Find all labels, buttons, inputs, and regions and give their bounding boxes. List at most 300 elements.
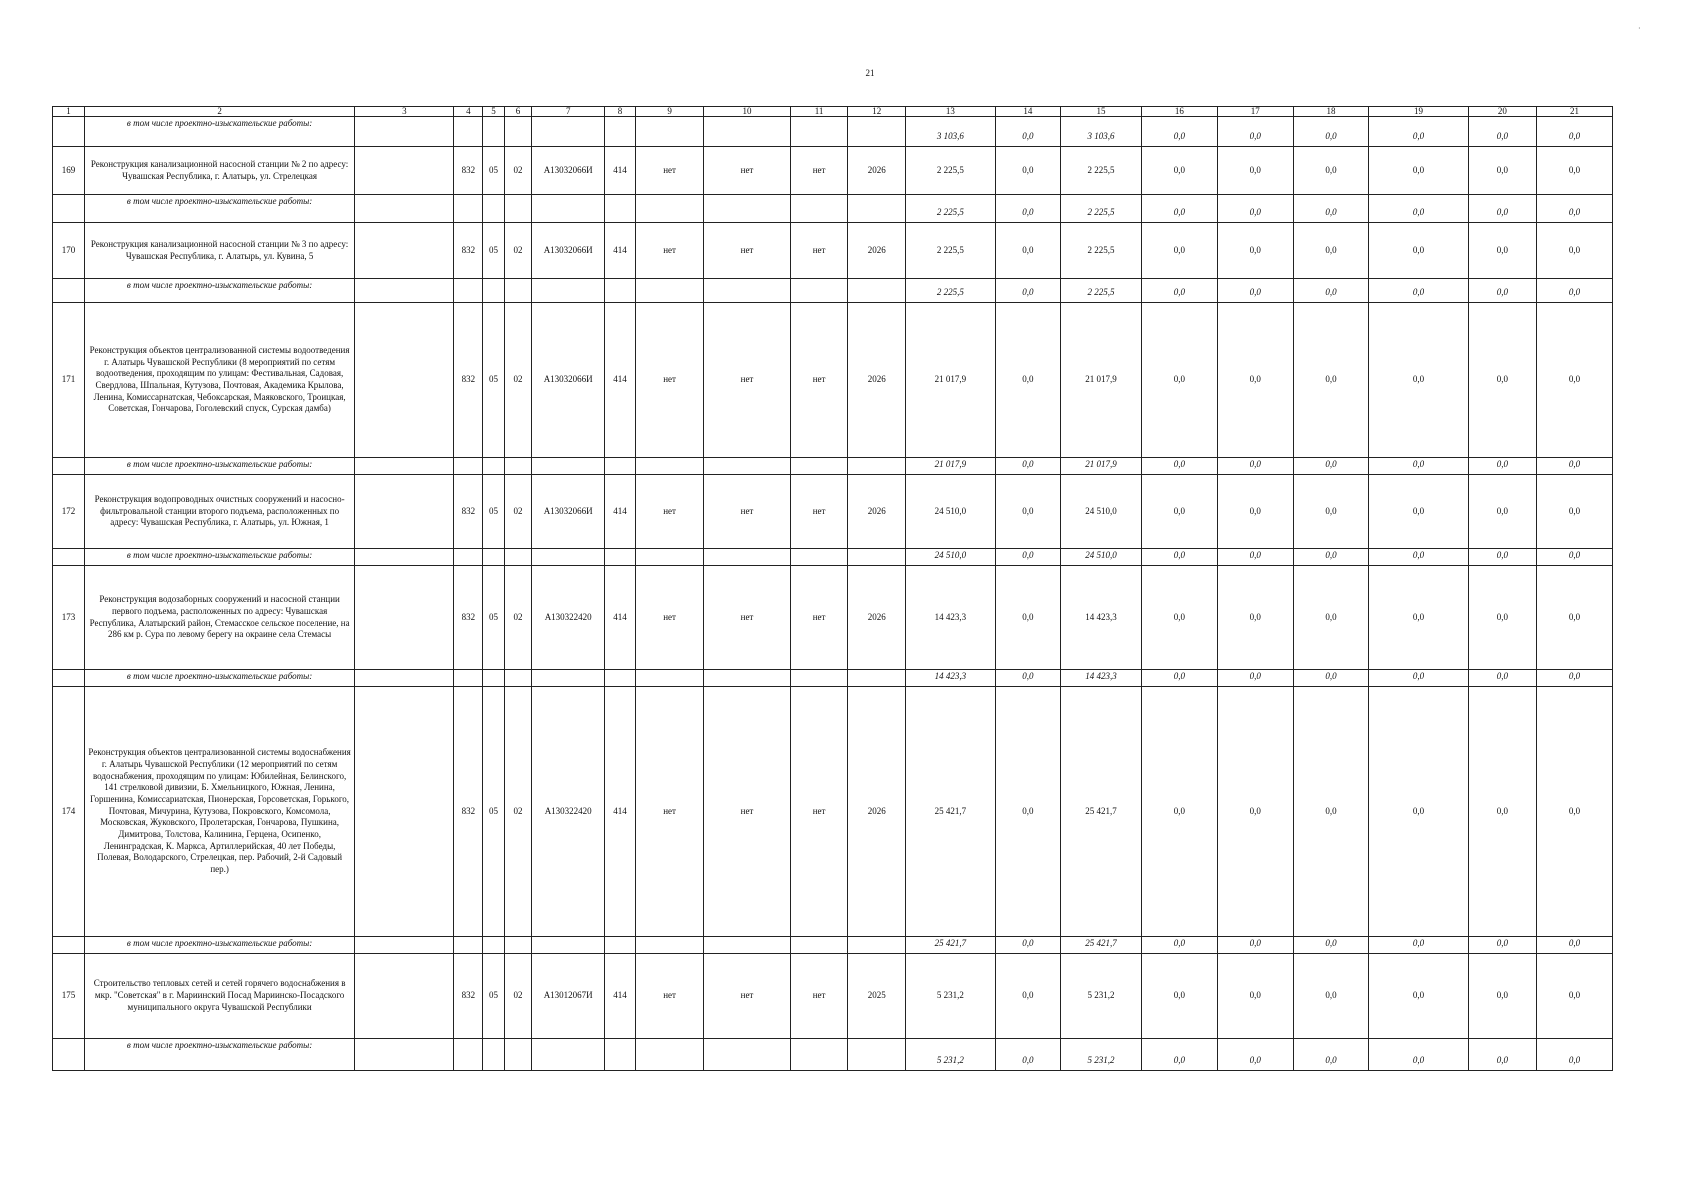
amount-cell: 0,0	[1293, 687, 1369, 937]
cell-c5: 05	[483, 687, 504, 937]
amount-cell: 0,0	[1293, 195, 1369, 223]
row-number	[53, 458, 85, 475]
object-description: Реконструкция канализационной насосной станции № 3 по адресу: Чувашская Республика, г. Алатырь, ул. Кувина, 5	[85, 223, 355, 279]
cell-c12: 2026	[848, 566, 906, 670]
object-description: Реконструкция водопроводных очистных сооружений и насосно-фильтровальной станции второго подъема, расположенных по адресу: Чувашская Республика, г. Алатырь, ул. Южная, 1	[85, 475, 355, 549]
amount-cell: 2 225,5	[906, 147, 996, 195]
amount-cell: 21 017,9	[1060, 458, 1141, 475]
amount-cell: 5 231,2	[906, 954, 996, 1039]
empty-cell	[532, 670, 605, 687]
cell-c9: нет	[635, 303, 703, 458]
amount-cell: 2 225,5	[906, 223, 996, 279]
cell-c4: 832	[454, 687, 483, 937]
cell-c4: 832	[454, 223, 483, 279]
cell-c8: 414	[604, 687, 635, 937]
amount-cell: 0,0	[1369, 303, 1468, 458]
empty-cell	[532, 195, 605, 223]
empty-cell	[355, 670, 454, 687]
empty-cell	[454, 195, 483, 223]
row-number	[53, 279, 85, 303]
empty-cell	[532, 279, 605, 303]
empty-cell	[704, 670, 790, 687]
empty-cell	[483, 937, 504, 954]
amount-cell: 0,0	[1293, 147, 1369, 195]
column-header: 2	[85, 107, 355, 117]
cell-c11: нет	[790, 566, 848, 670]
empty-cell	[604, 670, 635, 687]
empty-cell	[790, 670, 848, 687]
subtotal-row	[53, 195, 1613, 223]
empty-cell	[848, 458, 906, 475]
empty-cell	[848, 279, 906, 303]
cell-c10: нет	[704, 566, 790, 670]
amount-cell: 0,0	[1369, 670, 1468, 687]
amount-cell: 0,0	[1142, 195, 1218, 223]
empty-cell	[504, 670, 532, 687]
empty-cell	[635, 1039, 703, 1071]
amount-cell: 0,0	[1468, 223, 1536, 279]
cell-c11: нет	[790, 147, 848, 195]
cell-c8: 414	[604, 303, 635, 458]
subtotal-row	[53, 279, 1613, 303]
empty-cell	[704, 279, 790, 303]
empty-cell	[355, 117, 454, 147]
page-number: 21	[865, 68, 875, 78]
amount-cell: 0,0	[1217, 687, 1293, 937]
amount-cell: 0,0	[1293, 937, 1369, 954]
column-3-cell	[355, 303, 454, 458]
cell-c4: 832	[454, 147, 483, 195]
amount-cell: 25 421,7	[906, 937, 996, 954]
empty-cell	[635, 937, 703, 954]
amount-cell: 0,0	[1142, 223, 1218, 279]
column-header: 16	[1142, 107, 1218, 117]
subtotal-label: в том числе проектно-изыскательские работы:	[85, 458, 355, 475]
cell-c12: 2026	[848, 223, 906, 279]
empty-cell	[532, 458, 605, 475]
amount-cell: 0,0	[1537, 117, 1613, 147]
subtotal-row	[53, 670, 1613, 687]
amount-cell: 24 510,0	[906, 475, 996, 549]
amount-cell: 0,0	[1537, 549, 1613, 566]
amount-cell: 0,0	[1468, 279, 1536, 303]
amount-cell: 0,0	[1468, 687, 1536, 937]
amount-cell: 0,0	[1293, 549, 1369, 566]
empty-cell	[483, 195, 504, 223]
column-header: 15	[1060, 107, 1141, 117]
amount-cell: 0,0	[1369, 954, 1468, 1039]
empty-cell	[355, 279, 454, 303]
amount-cell: 0,0	[1537, 1039, 1613, 1071]
row-number	[53, 937, 85, 954]
amount-cell: 0,0	[1293, 1039, 1369, 1071]
amount-cell: 2 225,5	[1060, 195, 1141, 223]
empty-cell	[454, 549, 483, 566]
subtotal-label: в том числе проектно-изыскательские работы:	[85, 1039, 355, 1071]
amount-cell: 0,0	[1142, 475, 1218, 549]
table-row	[53, 687, 1613, 937]
empty-cell	[790, 937, 848, 954]
cell-c6: 02	[504, 223, 532, 279]
column-header: 4	[454, 107, 483, 117]
amount-cell: 0,0	[1369, 566, 1468, 670]
amount-cell: 0,0	[1217, 937, 1293, 954]
column-header: 14	[995, 107, 1060, 117]
amount-cell: 0,0	[1142, 303, 1218, 458]
cell-c9: нет	[635, 687, 703, 937]
empty-cell	[504, 117, 532, 147]
amount-cell: 0,0	[1293, 670, 1369, 687]
cell-c11: нет	[790, 954, 848, 1039]
header-row	[53, 107, 1613, 117]
amount-cell: 0,0	[1468, 566, 1536, 670]
amount-cell: 0,0	[1468, 458, 1536, 475]
empty-cell	[504, 549, 532, 566]
amount-cell: 21 017,9	[1060, 303, 1141, 458]
cell-c11: нет	[790, 223, 848, 279]
cell-c5: 05	[483, 303, 504, 458]
row-number	[53, 117, 85, 147]
amount-cell: 0,0	[995, 475, 1060, 549]
empty-cell	[483, 1039, 504, 1071]
table-row	[53, 566, 1613, 670]
amount-cell: 0,0	[1537, 147, 1613, 195]
cell-c7: А130322420	[532, 687, 605, 937]
empty-cell	[848, 117, 906, 147]
empty-cell	[504, 279, 532, 303]
row-number: 174	[53, 687, 85, 937]
amount-cell: 0,0	[1293, 117, 1369, 147]
empty-cell	[635, 549, 703, 566]
amount-cell: 24 510,0	[906, 549, 996, 566]
cell-c6: 02	[504, 303, 532, 458]
column-header: 21	[1537, 107, 1613, 117]
amount-cell: 3 103,6	[1060, 117, 1141, 147]
amount-cell: 0,0	[1142, 117, 1218, 147]
empty-cell	[790, 458, 848, 475]
row-number	[53, 1039, 85, 1071]
cell-c7: А13032066И	[532, 223, 605, 279]
empty-cell	[704, 549, 790, 566]
empty-cell	[604, 195, 635, 223]
empty-cell	[483, 458, 504, 475]
empty-cell	[532, 937, 605, 954]
empty-cell	[604, 1039, 635, 1071]
cell-c8: 414	[604, 954, 635, 1039]
column-3-cell	[355, 954, 454, 1039]
subtotal-label: в том числе проектно-изыскательские работы:	[85, 195, 355, 223]
investment-table	[52, 106, 1613, 1071]
amount-cell: 0,0	[995, 303, 1060, 458]
amount-cell: 0,0	[995, 279, 1060, 303]
cell-c11: нет	[790, 303, 848, 458]
cell-c10: нет	[704, 303, 790, 458]
amount-cell: 0,0	[995, 549, 1060, 566]
amount-cell: 25 421,7	[1060, 937, 1141, 954]
row-number: 175	[53, 954, 85, 1039]
cell-c12: 2026	[848, 303, 906, 458]
row-number	[53, 549, 85, 566]
amount-cell: 0,0	[1369, 687, 1468, 937]
table-row	[53, 223, 1613, 279]
cell-c6: 02	[504, 566, 532, 670]
amount-cell: 0,0	[1293, 954, 1369, 1039]
row-number: 171	[53, 303, 85, 458]
column-3-cell	[355, 475, 454, 549]
amount-cell: 0,0	[1142, 549, 1218, 566]
amount-cell: 0,0	[1369, 279, 1468, 303]
subtotal-row	[53, 549, 1613, 566]
empty-cell	[848, 549, 906, 566]
amount-cell: 0,0	[1468, 147, 1536, 195]
cell-c12: 2026	[848, 475, 906, 549]
row-number: 170	[53, 223, 85, 279]
column-header: 10	[704, 107, 790, 117]
amount-cell: 5 231,2	[906, 1039, 996, 1071]
amount-cell: 0,0	[1369, 458, 1468, 475]
amount-cell: 0,0	[1369, 937, 1468, 954]
cell-c7: А130322420	[532, 566, 605, 670]
empty-cell	[604, 279, 635, 303]
amount-cell: 0,0	[995, 458, 1060, 475]
amount-cell: 25 421,7	[1060, 687, 1141, 937]
amount-cell: 0,0	[1217, 223, 1293, 279]
amount-cell: 0,0	[995, 687, 1060, 937]
empty-cell	[848, 937, 906, 954]
empty-cell	[604, 937, 635, 954]
amount-cell: 0,0	[1217, 670, 1293, 687]
amount-cell: 0,0	[1217, 279, 1293, 303]
cell-c12: 2026	[848, 147, 906, 195]
amount-cell: 0,0	[1293, 223, 1369, 279]
empty-cell	[704, 937, 790, 954]
amount-cell: 2 225,5	[1060, 223, 1141, 279]
empty-cell	[483, 117, 504, 147]
amount-cell: 0,0	[1468, 117, 1536, 147]
amount-cell: 3 103,6	[906, 117, 996, 147]
amount-cell: 0,0	[1468, 475, 1536, 549]
empty-cell	[635, 117, 703, 147]
cell-c8: 414	[604, 147, 635, 195]
cell-c12: 2025	[848, 954, 906, 1039]
amount-cell: 24 510,0	[1060, 475, 1141, 549]
amount-cell: 0,0	[1142, 687, 1218, 937]
amount-cell: 0,0	[1293, 475, 1369, 549]
subtotal-row	[53, 117, 1613, 147]
amount-cell: 0,0	[1468, 1039, 1536, 1071]
cell-c7: А13032066И	[532, 303, 605, 458]
amount-cell: 0,0	[1537, 223, 1613, 279]
empty-cell	[790, 117, 848, 147]
amount-cell: 0,0	[1142, 566, 1218, 670]
amount-cell: 0,0	[1537, 566, 1613, 670]
empty-cell	[848, 670, 906, 687]
amount-cell: 0,0	[1468, 195, 1536, 223]
amount-cell: 24 510,0	[1060, 549, 1141, 566]
amount-cell: 0,0	[1468, 670, 1536, 687]
amount-cell: 0,0	[1369, 117, 1468, 147]
amount-cell: 2 225,5	[1060, 279, 1141, 303]
amount-cell: 0,0	[1537, 475, 1613, 549]
table-row	[53, 475, 1613, 549]
subtotal-row	[53, 1039, 1613, 1071]
table-row	[53, 147, 1613, 195]
amount-cell: 0,0	[1468, 549, 1536, 566]
empty-cell	[635, 195, 703, 223]
object-description: Реконструкция водозаборных сооружений и насосной станции первого подъема, расположенных по адресу: Чувашская Республика, Алатырский район, Стемасское сельское поселение, на 286 км р. Сура по левому берегу на окраине села Стемасы	[85, 566, 355, 670]
amount-cell: 0,0	[1217, 195, 1293, 223]
row-number	[53, 195, 85, 223]
cell-c8: 414	[604, 475, 635, 549]
cell-c7: А13032066И	[532, 475, 605, 549]
amount-cell: 0,0	[1369, 1039, 1468, 1071]
amount-cell: 0,0	[1369, 475, 1468, 549]
amount-cell: 14 423,3	[906, 566, 996, 670]
amount-cell: 0,0	[1217, 1039, 1293, 1071]
amount-cell: 0,0	[1217, 954, 1293, 1039]
cell-c6: 02	[504, 475, 532, 549]
amount-cell: 2 225,5	[1060, 147, 1141, 195]
amount-cell: 0,0	[995, 937, 1060, 954]
amount-cell: 0,0	[1537, 195, 1613, 223]
empty-cell	[790, 279, 848, 303]
empty-cell	[483, 279, 504, 303]
amount-cell: 5 231,2	[1060, 1039, 1141, 1071]
cell-c10: нет	[704, 475, 790, 549]
amount-cell: 0,0	[1217, 566, 1293, 670]
empty-cell	[604, 117, 635, 147]
empty-cell	[355, 937, 454, 954]
amount-cell: 0,0	[1537, 954, 1613, 1039]
row-number: 173	[53, 566, 85, 670]
cell-c6: 02	[504, 954, 532, 1039]
empty-cell	[483, 549, 504, 566]
cell-c4: 832	[454, 475, 483, 549]
corner-mark: ·	[1638, 24, 1641, 33]
amount-cell: 0,0	[1537, 687, 1613, 937]
empty-cell	[704, 1039, 790, 1071]
amount-cell: 0,0	[1468, 954, 1536, 1039]
empty-cell	[790, 1039, 848, 1071]
empty-cell	[454, 937, 483, 954]
table-row	[53, 303, 1613, 458]
amount-cell: 0,0	[1537, 937, 1613, 954]
empty-cell	[704, 117, 790, 147]
cell-c9: нет	[635, 223, 703, 279]
object-description: Реконструкция объектов централизованной системы водоотведения г. Алатырь Чувашской Республики (8 мероприятий по сетям водоотведения, проходящим по улицам: Фестивальная, Садовая, Свердлова, Шпальная, Кутузова, Почтовая, Академика Крылова, Ленина, Комиссарнатская, Чебоксарская, Маяковского, Троицкая, Советская, Гончарова, Гоголевский спуск, Сурская дамба)	[85, 303, 355, 458]
object-description: Реконструкция объектов централизованной системы водоснабжения г. Алатырь Чувашской Республики (12 мероприятий по сетям водоснабжения, проходящим по улицам: Юбилейная, Белинского, 141 стрелковой дивизии, Б. Хмельницкого, Южная, Ленина, Горшенина, Комиссариатская, Пионерская, Горсоветская, Горького, Почтовая, Мичурина, Кутузова, Покровского, Комсомола, Московская, Жуковского, Пролетарская, Гончарова, Пушкина, Димитрова, Толстова, Калинина, Герцена, Осипенко, Ленинградская, К. Маркса, Артиллерийская, 40 лет Победы, Полевая, Володарского, Стрелецкая, пер. Рабочий, 2-й Садовый пер.)	[85, 687, 355, 937]
amount-cell: 0,0	[1468, 937, 1536, 954]
empty-cell	[454, 279, 483, 303]
empty-cell	[704, 195, 790, 223]
column-3-cell	[355, 687, 454, 937]
amount-cell: 0,0	[1217, 117, 1293, 147]
cell-c5: 05	[483, 566, 504, 670]
cell-c9: нет	[635, 954, 703, 1039]
row-number: 172	[53, 475, 85, 549]
amount-cell: 0,0	[995, 223, 1060, 279]
cell-c11: нет	[790, 687, 848, 937]
amount-cell: 0,0	[1537, 670, 1613, 687]
amount-cell: 0,0	[995, 1039, 1060, 1071]
amount-cell: 0,0	[1468, 303, 1536, 458]
amount-cell: 14 423,3	[906, 670, 996, 687]
empty-cell	[355, 458, 454, 475]
cell-c4: 832	[454, 566, 483, 670]
column-header: 12	[848, 107, 906, 117]
empty-cell	[355, 195, 454, 223]
cell-c10: нет	[704, 223, 790, 279]
amount-cell: 21 017,9	[906, 303, 996, 458]
empty-cell	[355, 1039, 454, 1071]
empty-cell	[604, 458, 635, 475]
amount-cell: 0,0	[1217, 549, 1293, 566]
cell-c8: 414	[604, 223, 635, 279]
cell-c10: нет	[704, 147, 790, 195]
empty-cell	[504, 1039, 532, 1071]
subtotal-label: в том числе проектно-изыскательские работы:	[85, 549, 355, 566]
column-3-cell	[355, 223, 454, 279]
empty-cell	[848, 195, 906, 223]
subtotal-label: в том числе проектно-изыскательские работы:	[85, 117, 355, 147]
subtotal-label: в том числе проектно-изыскательские работы:	[85, 937, 355, 954]
cell-c5: 05	[483, 954, 504, 1039]
amount-cell: 0,0	[1537, 303, 1613, 458]
column-header: 6	[504, 107, 532, 117]
amount-cell: 0,0	[1537, 279, 1613, 303]
cell-c4: 832	[454, 303, 483, 458]
row-number	[53, 670, 85, 687]
cell-c5: 05	[483, 147, 504, 195]
amount-cell: 0,0	[995, 954, 1060, 1039]
amount-cell: 0,0	[995, 670, 1060, 687]
cell-c8: 414	[604, 566, 635, 670]
empty-cell	[355, 549, 454, 566]
cell-c5: 05	[483, 475, 504, 549]
column-header: 20	[1468, 107, 1536, 117]
amount-cell: 2 225,5	[906, 195, 996, 223]
cell-c11: нет	[790, 475, 848, 549]
amount-cell: 0,0	[1142, 937, 1218, 954]
empty-cell	[704, 458, 790, 475]
cell-c6: 02	[504, 687, 532, 937]
empty-cell	[483, 670, 504, 687]
empty-cell	[504, 195, 532, 223]
amount-cell: 0,0	[1217, 458, 1293, 475]
column-header: 11	[790, 107, 848, 117]
empty-cell	[532, 117, 605, 147]
amount-cell: 0,0	[1142, 279, 1218, 303]
empty-cell	[454, 1039, 483, 1071]
cell-c7: А13012067И	[532, 954, 605, 1039]
amount-cell: 5 231,2	[1060, 954, 1141, 1039]
column-3-cell	[355, 147, 454, 195]
empty-cell	[454, 117, 483, 147]
column-header: 9	[635, 107, 703, 117]
amount-cell: 0,0	[1217, 475, 1293, 549]
object-description: Строительство тепловых сетей и сетей горячего водоснабжения в мкр. "Советская" в г. Мариинский Посад Мариинско-Посадского муниципального округа Чувашской Республики	[85, 954, 355, 1039]
amount-cell: 0,0	[1369, 147, 1468, 195]
amount-cell: 0,0	[1293, 303, 1369, 458]
amount-cell: 0,0	[1142, 954, 1218, 1039]
subtotal-label: в том числе проектно-изыскательские работы:	[85, 279, 355, 303]
amount-cell: 0,0	[995, 195, 1060, 223]
amount-cell: 25 421,7	[906, 687, 996, 937]
column-header: 18	[1293, 107, 1369, 117]
amount-cell: 0,0	[1142, 670, 1218, 687]
empty-cell	[604, 549, 635, 566]
row-number: 169	[53, 147, 85, 195]
